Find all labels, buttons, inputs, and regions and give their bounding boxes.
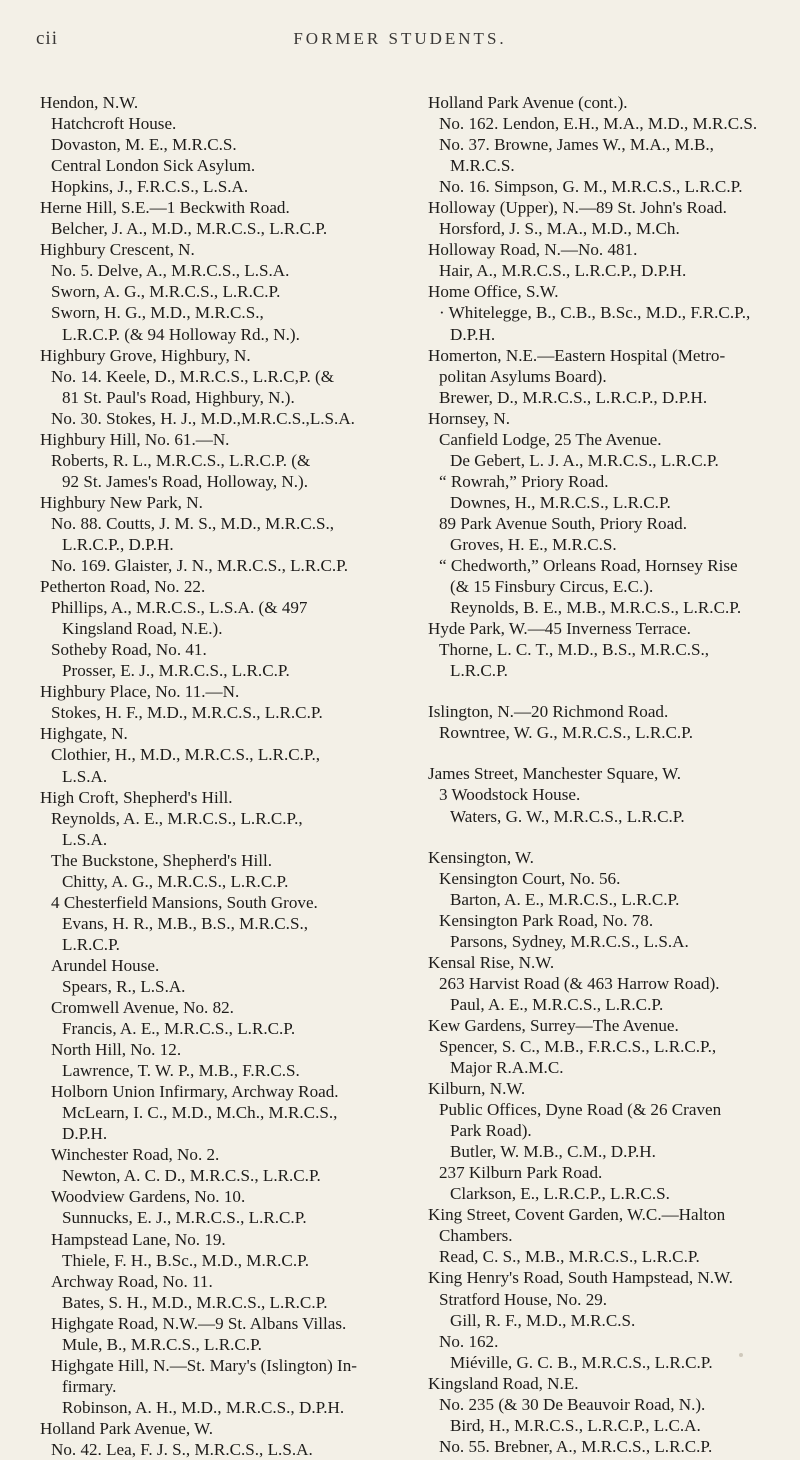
address-line: Hair, A., M.R.C.S., L.R.C.P., D.P.H. [439,261,687,281]
address-line: Roberts, R. L., M.R.C.S., L.R.C.P. (& [51,450,311,470]
district-heading: Highbury Grove, Highbury, N. [40,345,251,365]
section-gap [428,827,780,847]
running-title: FORMER STUDENTS. [293,29,507,48]
address-line: Hatchcroft House. [51,114,177,134]
name-line: L.S.A. [62,829,108,849]
address-line: Stokes, H. F., M.D., M.R.C.S., L.R.C.P. [51,703,323,723]
address-line: Hampstead Lane, No. 19. [51,1229,226,1249]
address-line: The Buckstone, Shepherd's Hill. [51,850,272,870]
name-line: D.P.H. [62,1124,108,1144]
name-line: Miéville, G. C. B., M.R.C.S., L.R.C.P. [450,1352,713,1372]
name-line: Gill, R. F., M.D., M.R.C.S. [450,1310,636,1330]
address-line: 4 Chesterfield Mansions, South Grove. [51,892,318,912]
name-line: Lawrence, T. W. P., M.B., F.R.C.S. [62,1061,300,1081]
address-line: No. 42. Lea, F. J. S., M.R.C.S., L.S.A. [51,1440,313,1459]
district-heading: Highbury Crescent, N. [40,240,195,260]
name-line: McLearn, I. C., M.D., M.Ch., M.R.C.S., [62,1103,338,1123]
name-line: Spears, R., L.S.A. [62,976,186,996]
district-heading: Highbury New Park, N. [40,492,203,512]
address-line: “ Rowrah,” Priory Road. [439,471,609,491]
address-line: Read, C. S., M.B., M.R.C.S., L.R.C.P. [439,1247,700,1267]
address-line: Spencer, S. C., M.B., F.R.C.S., L.R.C.P., [439,1036,717,1056]
left-column [40,92,390,1460]
address-line: 3 Woodstock House. [439,785,581,805]
address-line: Horsford, J. S., M.A., M.D., M.Ch. [439,219,680,239]
district-heading: Hendon, N.W. [40,93,139,112]
address-line: Canfield Lodge, 25 The Avenue. [439,429,662,449]
name-line: L.R.C.P. [62,934,120,954]
address-line: No. 88. Coutts, J. M. S., M.D., M.R.C.S., [51,513,335,533]
name-line: Barton, A. E., M.R.C.S., L.R.C.P. [450,889,680,909]
address-line: Stratford House, No. 29. [439,1289,608,1309]
name-line: Clarkson, E., L.R.C.P., L.R.C.S. [450,1184,670,1204]
address-line: Hopkins, J., F.R.C.S., L.S.A. [51,177,249,197]
name-line: Parsons, Sydney, M.R.C.S., L.S.A. [450,931,689,951]
address-line: Sworn, A. G., M.R.C.S., L.R.C.P. [51,282,281,302]
district-heading: High Croft, Shepherd's Hill. [40,787,233,807]
name-line: Butler, W. M.B., C.M., D.P.H. [450,1142,656,1162]
address-line: Highgate Hill, N.—St. Mary's (Islington) In- [51,1355,357,1375]
address-line: politan Asylums Board). [439,366,607,386]
district-heading: Herne Hill, S.E.—1 Beckwith Road. [40,198,290,218]
district-heading: Highbury Hill, No. 61.—N. [40,429,230,449]
name-line: L.S.A. [62,766,108,786]
name-line: Groves, H. E., M.R.C.S. [450,534,617,554]
district-heading: Kew Gardens, Surrey—The Avenue. [428,1015,679,1035]
district-heading: Holland Park Avenue (cont.). [428,93,628,112]
name-line: D.P.H. [450,324,496,344]
address-line: No. 16. Simpson, G. M., M.R.C.S., L.R.C.P. [439,177,743,197]
address-line: Phillips, A., M.R.C.S., L.S.A. (& 497 [51,598,308,618]
address-line: Belcher, J. A., M.D., M.R.C.S., L.R.C.P. [51,219,328,239]
district-heading: Holloway Road, N.—No. 481. [428,240,638,260]
address-line: 263 Harvist Road (& 463 Harrow Road). [439,973,720,993]
right-column [428,92,780,1457]
address-line: Woodview Gardens, No. 10. [51,1187,246,1207]
address-line: Clothier, H., M.D., M.R.C.S., L.R.C.P., [51,745,321,765]
name-line: Prosser, E. J., M.R.C.S., L.R.C.P. [62,661,290,681]
name-line: L.R.C.P. [450,661,508,681]
address-line: Dovaston, M. E., M.R.C.S. [51,135,237,155]
name-line: 92 St. James's Road, Holloway, N.). [62,471,309,491]
district-heading: Holloway (Upper), N.—89 St. John's Road. [428,198,727,218]
address-line: Kensington Court, No. 56. [439,868,621,888]
district-heading: King Street, Covent Garden, W.C.—Halton [428,1205,726,1225]
address-line: Brewer, D., M.R.C.S., L.R.C.P., D.P.H. [439,387,708,407]
name-line: 81 St. Paul's Road, Highbury, N.). [62,387,295,407]
address-line: No. 30. Stokes, H. J., M.D.,M.R.C.S.,L.S.A. [51,408,355,428]
address-line: Winchester Road, No. 2. [51,1145,220,1165]
name-line: Mule, B., M.R.C.S., L.R.C.P. [62,1334,262,1354]
name-line: Kingsland Road, N.E.). [62,619,223,639]
name-line: Waters, G. W., M.R.C.S., L.R.C.P. [450,806,685,826]
page-speck [739,1353,743,1357]
name-line: M.R.C.S. [450,156,515,176]
section-gap [428,743,780,763]
name-line: Major R.A.M.C. [450,1058,564,1078]
district-heading: Highgate, N. [40,724,128,744]
page-number: cii [36,28,58,49]
district-heading: Kensington, W. [428,847,534,867]
name-line: Chitty, A. G., M.R.C.S., L.R.C.P. [62,871,289,891]
district-heading: King Henry's Road, South Hampstead, N.W. [428,1268,733,1288]
name-line: Park Road). [450,1121,532,1141]
name-line: L.R.C.P. (& 94 Holloway Rd., N.). [62,324,300,344]
address-line: Arundel House. [51,955,160,975]
address-line: 237 Kilburn Park Road. [439,1163,603,1183]
address-line: No. 37. Browne, James W., M.A., M.B., [439,135,714,155]
address-line: No. 55. Brebner, A., M.R.C.S., L.R.C.P. [439,1436,713,1456]
name-line: Sunnucks, E. J., M.R.C.S., L.R.C.P. [62,1208,307,1228]
district-heading: Holland Park Avenue, W. [40,1418,213,1438]
name-line: L.R.C.P., D.P.H. [62,534,174,554]
address-line: Highgate Road, N.W.—9 St. Albans Villas. [51,1313,347,1333]
address-line: Central London Sick Asylum. [51,156,256,176]
name-line: Paul, A. E., M.R.C.S., L.R.C.P. [450,994,664,1014]
address-line: North Hill, No. 12. [51,1040,182,1060]
section-gap [428,681,780,701]
name-line: (& 15 Finsbury Circus, E.C.). [450,577,654,597]
name-line: Francis, A. E., M.R.C.S., L.R.C.P. [62,1019,296,1039]
name-line: Evans, H. R., M.B., B.S., M.R.C.S., [62,913,309,933]
name-line: Reynolds, B. E., M.B., M.R.C.S., L.R.C.P. [450,598,742,618]
district-heading: Highbury Place, No. 11.—N. [40,682,240,702]
address-line: No. 169. Glaister, J. N., M.R.C.S., L.R.C.P. [51,556,349,576]
address-line: No. 162. Lendon, E.H., M.A., M.D., M.R.C.S. [439,114,758,134]
name-line: firmary. [62,1376,117,1396]
district-heading: Petherton Road, No. 22. [40,577,206,597]
name-line: Bates, S. H., M.D., M.R.C.S., L.R.C.P. [62,1292,328,1312]
name-line: Downes, H., M.R.C.S., L.R.C.P. [450,492,671,512]
address-line: No. 235 (& 30 De Beauvoir Road, N.). [439,1394,706,1414]
district-heading: Homerton, N.E.—Eastern Hospital (Metro- [428,345,726,365]
address-line: 89 Park Avenue South, Priory Road. [439,513,688,533]
address-line: Archway Road, No. 11. [51,1271,213,1291]
address-line: Holborn Union Infirmary, Archway Road. [51,1082,339,1102]
district-heading: Kilburn, N.W. [428,1079,526,1099]
address-line: No. 162. [439,1331,499,1351]
address-line: Reynolds, A. E., M.R.C.S., L.R.C.P., [51,808,303,828]
name-line: Newton, A. C. D., M.R.C.S., L.R.C.P. [62,1166,321,1186]
district-heading: James Street, Manchester Square, W. [428,764,682,784]
address-line: Rowntree, W. G., M.R.C.S., L.R.C.P. [439,723,694,743]
district-heading: Hyde Park, W.—45 Inverness Terrace. [428,619,691,639]
name-line: De Gebert, L. J. A., M.R.C.S., L.R.C.P. [450,450,719,470]
district-heading: Kensal Rise, N.W. [428,952,555,972]
address-line: No. 5. Delve, A., M.R.C.S., L.S.A. [51,261,290,281]
address-line: Thorne, L. C. T., M.D., B.S., M.R.C.S., [439,640,710,660]
address-line: Sotheby Road, No. 41. [51,640,207,660]
address-line: Kensington Park Road, No. 78. [439,910,654,930]
address-line: Sworn, H. G., M.D., M.R.C.S., [51,303,264,323]
district-heading: Islington, N.—20 Richmond Road. [428,702,669,722]
address-line: No. 14. Keele, D., M.R.C.S., L.R.C,P. (& [51,366,335,386]
address-line: · Whitelegge, B., C.B., B.Sc., M.D., F.R.C.P., [439,303,751,323]
address-line: “ Chedworth,” Orleans Road, Hornsey Rise [439,556,738,576]
address-line: Cromwell Avenue, No. 82. [51,998,234,1018]
name-line: Robinson, A. H., M.D., M.R.C.S., D.P.H. [62,1397,345,1417]
address-line: Chambers. [439,1226,513,1246]
district-heading: Kingsland Road, N.E. [428,1373,579,1393]
name-line: Bird, H., M.R.C.S., L.R.C.P., L.C.A. [450,1415,701,1435]
address-line: Public Offices, Dyne Road (& 26 Craven [439,1100,722,1120]
district-heading: Home Office, S.W. [428,282,559,302]
name-line: Thiele, F. H., B.Sc., M.D., M.R.C.P. [62,1250,309,1270]
district-heading: Hornsey, N. [428,408,510,428]
